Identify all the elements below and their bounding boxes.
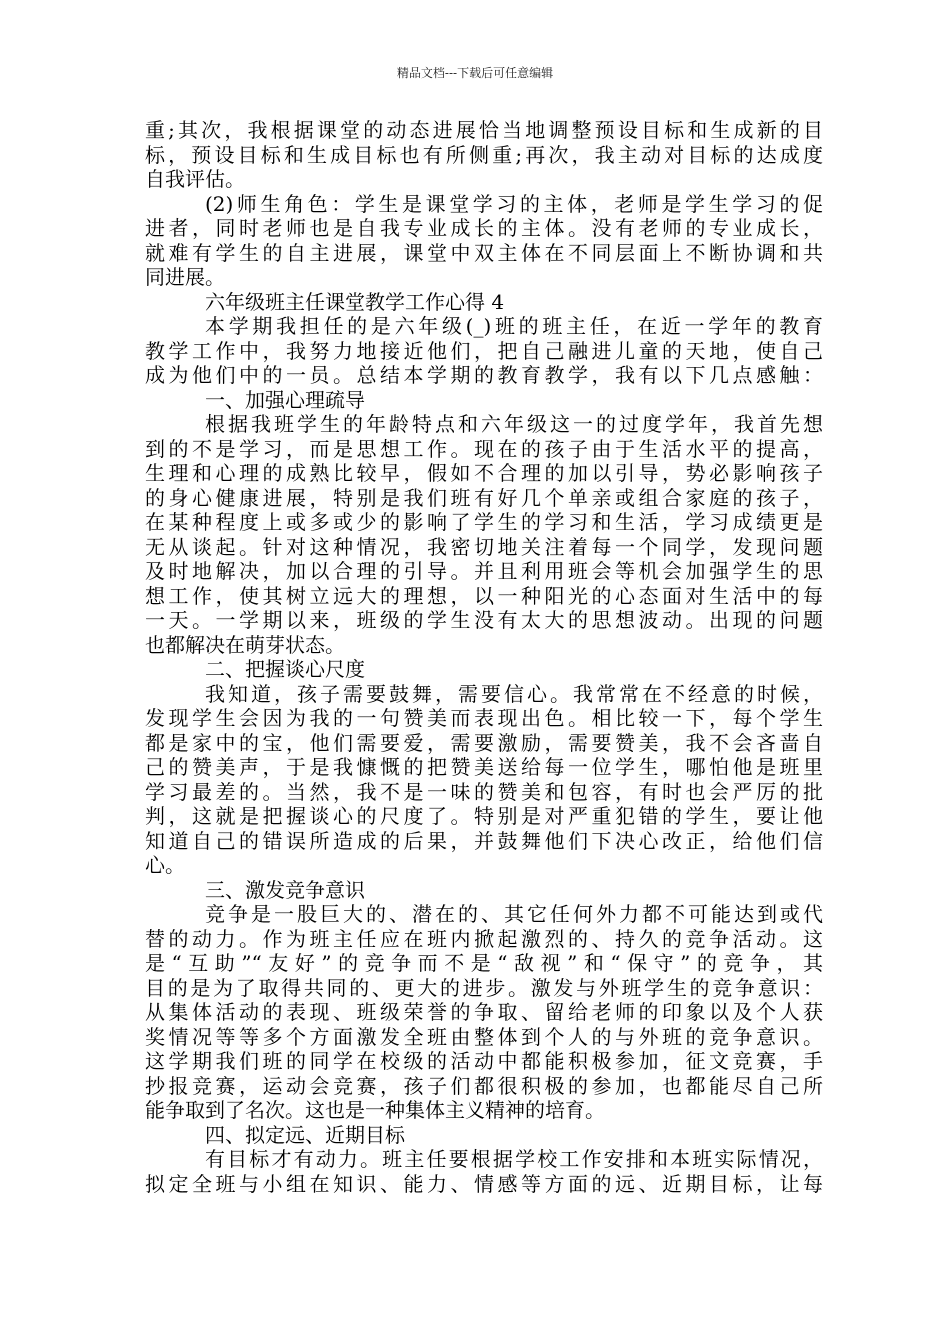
text-line: 的身心健康进展，特别是我们班有好几个单亲或组合家庭的孩子，	[145, 485, 823, 510]
text-line: 心。	[145, 853, 185, 877]
text-line: 目的是为了取得共同的、更大的进步。激发与外班学生的竞争意识：	[145, 975, 823, 1000]
text-line: 根据我班学生的年龄特点和六年级这一的过度学年，我首先想	[205, 412, 823, 436]
text-line: 竞争是一股巨大的、潜在的、其它任何外力都不可能达到或代	[205, 902, 823, 926]
text-line: 奖情况等等多个方面激发全班由整体到个人的与外班的竞争意识。	[145, 1024, 823, 1049]
text-line: 四、拟定远、近期目标	[205, 1122, 405, 1147]
text-line: 一天。一学期以来，班级的学生没有太大的思想波动。出现的问题	[145, 608, 823, 632]
text-line: 到的不是学习，而是思想工作。现在的孩子由于生活水平的提高，	[145, 436, 823, 461]
text-line: 就难有学生的自主进展，课堂中双主体在不同层面上不断协调和共	[145, 240, 823, 265]
text-line: 二、把握谈心尺度	[205, 657, 365, 681]
text-line: 我知道，孩子需要鼓舞，需要信心。我常常在不经意的时候，	[205, 681, 823, 706]
text-line: 成为他们中的一员。总结本学期的教育教学，我有以下几点感触：	[145, 363, 823, 387]
text-line: 在某种程度上或多或少的影响了学生的学习和生活，学习成绩更是	[145, 510, 823, 534]
text-line: 是“互助”“友好”的竞争而不是“敌视”和“保守”的竞争，其	[145, 951, 823, 975]
text-line: 想工作，使其树立远大的理想，以一种阳光的心态面对生活中的每	[145, 583, 823, 608]
text-line: 也都解决在萌芽状态。	[145, 632, 345, 657]
text-line: 教学工作中，我努力地接近他们，把自己融进儿童的天地，使自己	[145, 338, 823, 363]
text-line: 发现学生会因为我的一句赞美而表现出色。相比较一下，每个学生	[145, 706, 823, 730]
document-body	[145, 118, 823, 1196]
text-line: 一、加强心理疏导	[205, 387, 365, 412]
text-line: 这学期我们班的同学在校级的活动中都能积极参加，征文竞赛，手	[145, 1049, 823, 1073]
text-line: 及时地解决，加以合理的引导。并且利用班会等机会加强学生的思	[145, 559, 823, 583]
page-header: 精品文档---下载后可任意编辑	[396, 66, 554, 80]
text-line: 有目标才有动力。班主任要根据学校工作安排和本班实际情况，	[205, 1147, 823, 1171]
text-line: 重;其次，我根据课堂的动态进展恰当地调整预设目标和生成新的目	[145, 118, 823, 142]
text-line: 六年级班主任课堂教学工作心得 4	[205, 289, 505, 314]
text-line: 己的赞美声，于是我慷慨的把赞美送给每一位学生，哪怕他是班里	[145, 755, 823, 779]
text-line: 拟定全班与小组在知识、能力、情感等方面的远、近期目标，让每	[145, 1171, 823, 1196]
text-line: 都是家中的宝，他们需要爱，需要激励，需要赞美，我不会吝啬自	[145, 730, 823, 755]
text-line: 三、激发竞争意识	[205, 877, 365, 902]
text-line: 自我评估。	[145, 167, 245, 191]
text-line: 无从谈起。针对这种情况，我密切地关注着每一个同学，发现问题	[145, 534, 823, 559]
text-line: 抄报竞赛，运动会竞赛，孩子们都很积极的参加，也都能尽自己所	[145, 1073, 823, 1098]
text-line: 替的动力。作为班主任应在班内掀起激烈的、持久的竞争活动。这	[145, 926, 823, 951]
text-line: 生理和心理的成熟比较早，假如不合理的加以引导，势必影响孩子	[145, 461, 823, 485]
text-line: (2)师生角色：学生是课堂学习的主体，老师是学生学习的促	[205, 191, 823, 216]
text-line: 知道自己的错误所造成的后果，并鼓舞他们下决心改正，给他们信	[145, 828, 823, 853]
text-line: 同进展。	[145, 265, 225, 289]
text-line: 学习最差的。当然，我不是一味的赞美和包容，有时也会严厉的批	[145, 779, 823, 804]
text-line: 能争取到了名次。这也是一种集体主义精神的培育。	[145, 1098, 605, 1122]
text-line: 标，预设目标和生成目标也有所侧重;再次，我主动对目标的达成度	[145, 142, 823, 167]
text-line: 判，这就是把握谈心的尺度了。特别是对严重犯错的学生，要让他	[145, 804, 823, 828]
text-line: 本学期我担任的是六年级(_)班的班主任，在近一学年的教育	[205, 314, 823, 338]
text-line: 从集体活动的表现、班级荣誉的争取、留给老师的印象以及个人获	[145, 1000, 823, 1024]
text-line: 进者，同时老师也是自我专业成长的主体。没有老师的专业成长，	[145, 216, 823, 240]
